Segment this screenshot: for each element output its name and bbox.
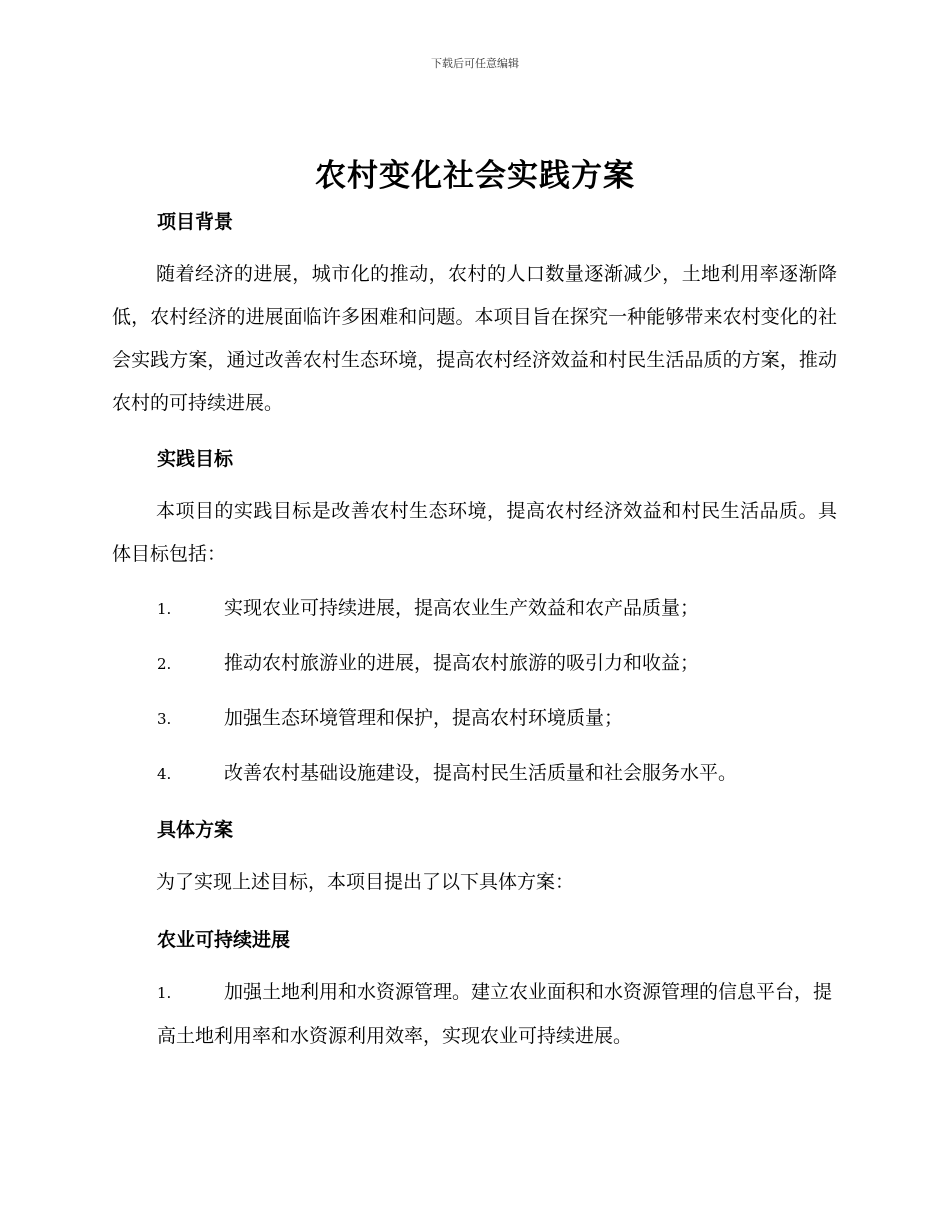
- goal-paragraph: 本项目的实践目标是改善农村生态环境，提高农村经济效益和村民生活品质。具体目标包括：: [112, 500, 837, 565]
- section-heading-background: 项目背景: [157, 211, 234, 233]
- list-text: 改善农村基础设施建设，提高村民生活质量和社会服务水平。: [224, 762, 738, 784]
- list-text: 实现农业可持续进展，提高农业生产效益和农产品质量；: [224, 597, 700, 619]
- section-heading-agriculture: 农业可持续进展: [157, 929, 291, 951]
- background-paragraph: 随着经济的进展，城市化的推动，农村的人口数量逐渐减少，土地利用率逐渐降低，农村经济的进展面临许多困难和问题。本项目旨在探究一种能够带来农村变化的社会实践方案，通过改善农村生态环境，提高农村经济效益和村民生活品质的方案，推动农村的可持续进展。: [112, 263, 837, 414]
- list-number: 1.: [157, 600, 172, 618]
- goal-list-item: [157, 587, 837, 631]
- goal-list-item: [157, 697, 837, 741]
- list-text: 加强生态环境管理和保护，提高农村环境质量；: [224, 707, 624, 729]
- list-item-body: [112, 971, 837, 1058]
- list-text: 加强土地利用和水资源管理。建立农业面积和水资源管理的信息平台，提高土地利用率和水资源利用效率，实现农业可持续进展。: [157, 981, 833, 1047]
- section-heading-plan: 具体方案: [157, 819, 234, 841]
- list-text: 推动农村旅游业的进展，提高农村旅游的吸引力和收益；: [224, 652, 700, 674]
- agriculture-list-item: [112, 971, 837, 1058]
- header-note: 下载后可任意编辑: [431, 57, 519, 70]
- list-number: 3.: [157, 710, 172, 728]
- goal-list-item: [157, 642, 837, 686]
- goal-list-item: [157, 752, 837, 796]
- plan-paragraph: 为了实现上述目标，本项目提出了以下具体方案：: [156, 871, 575, 893]
- document-title: 农村变化社会实践方案: [315, 158, 635, 194]
- list-number: 1.: [157, 984, 172, 1002]
- list-number: 4.: [157, 765, 172, 783]
- section-heading-goal: 实践目标: [157, 448, 234, 470]
- list-number: 2.: [157, 655, 172, 673]
